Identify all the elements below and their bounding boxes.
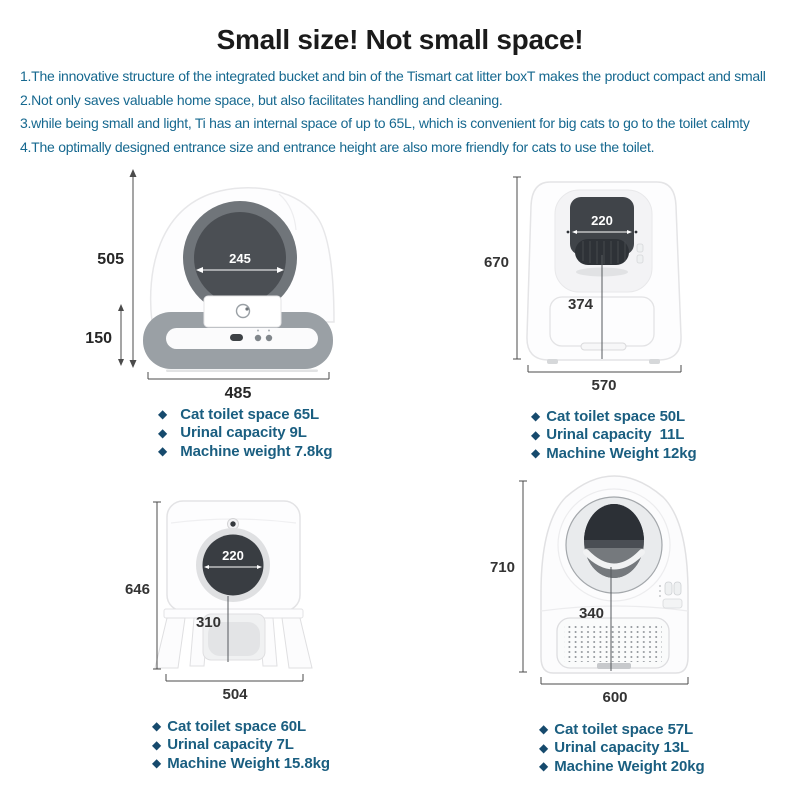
spec-label: Machine Weight 12kg bbox=[546, 444, 697, 462]
width-dim-label: 570 bbox=[591, 377, 617, 394]
base-height-dim-label: 150 bbox=[85, 330, 112, 347]
spec-label: Urinal capacity 13L bbox=[554, 739, 690, 757]
product-1-specs bbox=[158, 405, 400, 461]
indicator-dot bbox=[659, 590, 661, 592]
entry-height-dim-label: 310 bbox=[195, 614, 221, 631]
control-button bbox=[665, 582, 672, 595]
spec-label: Urinal capacity 7L bbox=[167, 736, 294, 754]
product-1-panel bbox=[0, 160, 400, 461]
product-4-panel bbox=[400, 460, 800, 776]
width-dim-label: 504 bbox=[222, 686, 248, 703]
litter-box-3-drawing bbox=[155, 501, 312, 668]
product-2-specs bbox=[531, 407, 800, 463]
spec-label: Cat toilet space 57L bbox=[554, 720, 694, 738]
intro-text bbox=[20, 65, 798, 159]
spec-item bbox=[158, 442, 400, 461]
control-button bbox=[637, 244, 643, 252]
control-button bbox=[637, 255, 643, 263]
spec-label: Cat toilet space 65L bbox=[180, 405, 320, 423]
opening-dim-label: 220 bbox=[591, 213, 613, 228]
height-dim-label: 646 bbox=[124, 581, 150, 598]
arrow-down-icon bbox=[130, 360, 137, 368]
base-button bbox=[255, 335, 261, 341]
vent-dot-grid bbox=[564, 624, 662, 662]
spec-item bbox=[539, 739, 800, 758]
spec-item bbox=[152, 736, 400, 755]
diamond-bullet-icon: ◆ bbox=[531, 446, 541, 461]
spec-label: Machine Weight 20kg bbox=[554, 757, 705, 775]
diamond-bullet-icon: ◆ bbox=[152, 737, 162, 752]
spec-item bbox=[158, 405, 400, 424]
opening-dim-label: 220 bbox=[222, 548, 244, 563]
foot bbox=[649, 359, 660, 364]
height-dim-label: 670 bbox=[483, 254, 509, 271]
diamond-bullet-icon: ◆ bbox=[158, 425, 168, 440]
dim-end-dot bbox=[567, 231, 570, 234]
indicator-dot bbox=[659, 585, 661, 587]
drawer-handle bbox=[581, 343, 626, 350]
spec-item bbox=[531, 426, 800, 445]
arrow-up-icon bbox=[130, 169, 137, 177]
drawer-handle bbox=[597, 663, 631, 669]
dim-end-dot bbox=[635, 231, 638, 234]
width-dim-label: 485 bbox=[224, 385, 252, 402]
diamond-bullet-icon: ◆ bbox=[539, 740, 549, 755]
product-3-specs bbox=[152, 717, 400, 773]
indicator-dot bbox=[268, 330, 270, 332]
outer-leg bbox=[282, 618, 312, 668]
power-port bbox=[230, 334, 243, 341]
product-1-illustration bbox=[0, 160, 400, 403]
diamond-bullet-icon: ◆ bbox=[531, 427, 541, 442]
opening-dark bbox=[203, 535, 264, 596]
diamond-bullet-icon: ◆ bbox=[539, 759, 549, 774]
foot bbox=[547, 359, 558, 364]
spec-label: Cat toilet space 50L bbox=[546, 407, 686, 425]
indicator-dot bbox=[257, 330, 259, 332]
page-title: Small size! Not small space! bbox=[216, 24, 584, 55]
outer-leg bbox=[155, 618, 185, 668]
spec-label: Machine Weight 15.8kg bbox=[167, 754, 330, 772]
diamond-bullet-icon: ◆ bbox=[539, 722, 549, 737]
litter-box-2-drawing bbox=[527, 182, 681, 364]
litter-box-4-drawing bbox=[541, 476, 688, 673]
spec-item bbox=[152, 754, 400, 773]
product-2-panel bbox=[400, 160, 800, 463]
brand-plate bbox=[204, 296, 281, 327]
product-4-illustration bbox=[400, 460, 800, 718]
product-2-illustration bbox=[400, 160, 800, 403]
intro-line-4: 4.The optimally designed entrance size and entrance height are also more friendly for cats to use the toilet. bbox=[20, 138, 655, 155]
spec-label: Urinal capacity 11L bbox=[546, 426, 685, 444]
control-button bbox=[674, 582, 681, 595]
entry-height-dim-label: 374 bbox=[567, 296, 593, 313]
spec-item bbox=[531, 407, 800, 426]
product-3-panel bbox=[0, 466, 400, 773]
camera-lens bbox=[230, 521, 235, 526]
control-panel bbox=[663, 599, 682, 608]
diamond-bullet-icon: ◆ bbox=[158, 444, 168, 459]
intro-line-3: 3.while being small and light, Ti has an internal space of up to 65L, which is convenient for big cats to go to the toilet calmty bbox=[20, 115, 750, 131]
cat-logo-icon bbox=[245, 307, 248, 310]
product-4-specs bbox=[539, 720, 800, 776]
product-3-illustration bbox=[0, 466, 400, 713]
litter-box-1-drawing bbox=[143, 188, 334, 372]
diamond-bullet-icon: ◆ bbox=[152, 719, 162, 734]
indicator-dot bbox=[659, 595, 661, 597]
width-dim-label: 600 bbox=[602, 689, 628, 706]
diamond-bullet-icon: ◆ bbox=[152, 756, 162, 771]
spec-label: Cat toilet space 60L bbox=[167, 717, 307, 735]
diamond-bullet-icon: ◆ bbox=[531, 409, 541, 424]
spec-item bbox=[158, 424, 400, 443]
spec-item bbox=[152, 717, 400, 736]
spec-item bbox=[539, 720, 800, 739]
base-button bbox=[266, 335, 272, 341]
intro-line-1: 1.The innovative structure of the integrated bucket and bin of the Tismart cat litter boxT makes the product compact and small bbox=[20, 68, 766, 84]
arrow-up-icon bbox=[118, 304, 124, 311]
floor-shadow bbox=[166, 370, 318, 373]
intro-line-2: 2.Not only saves valuable home space, but also facilitates handling and cleaning. bbox=[20, 91, 503, 108]
opening-dim-label: 245 bbox=[229, 251, 251, 266]
height-dim-label: 710 bbox=[489, 559, 515, 576]
spec-label: Urinal capacity 9L bbox=[180, 424, 307, 442]
height-dim-label: 505 bbox=[97, 251, 124, 268]
diamond-bullet-icon: ◆ bbox=[158, 407, 168, 422]
spec-label: Machine weight 7.8kg bbox=[180, 442, 333, 460]
arrow-down-icon bbox=[118, 359, 124, 366]
spec-item bbox=[539, 757, 800, 776]
entry-height-dim-label: 340 bbox=[578, 605, 604, 622]
